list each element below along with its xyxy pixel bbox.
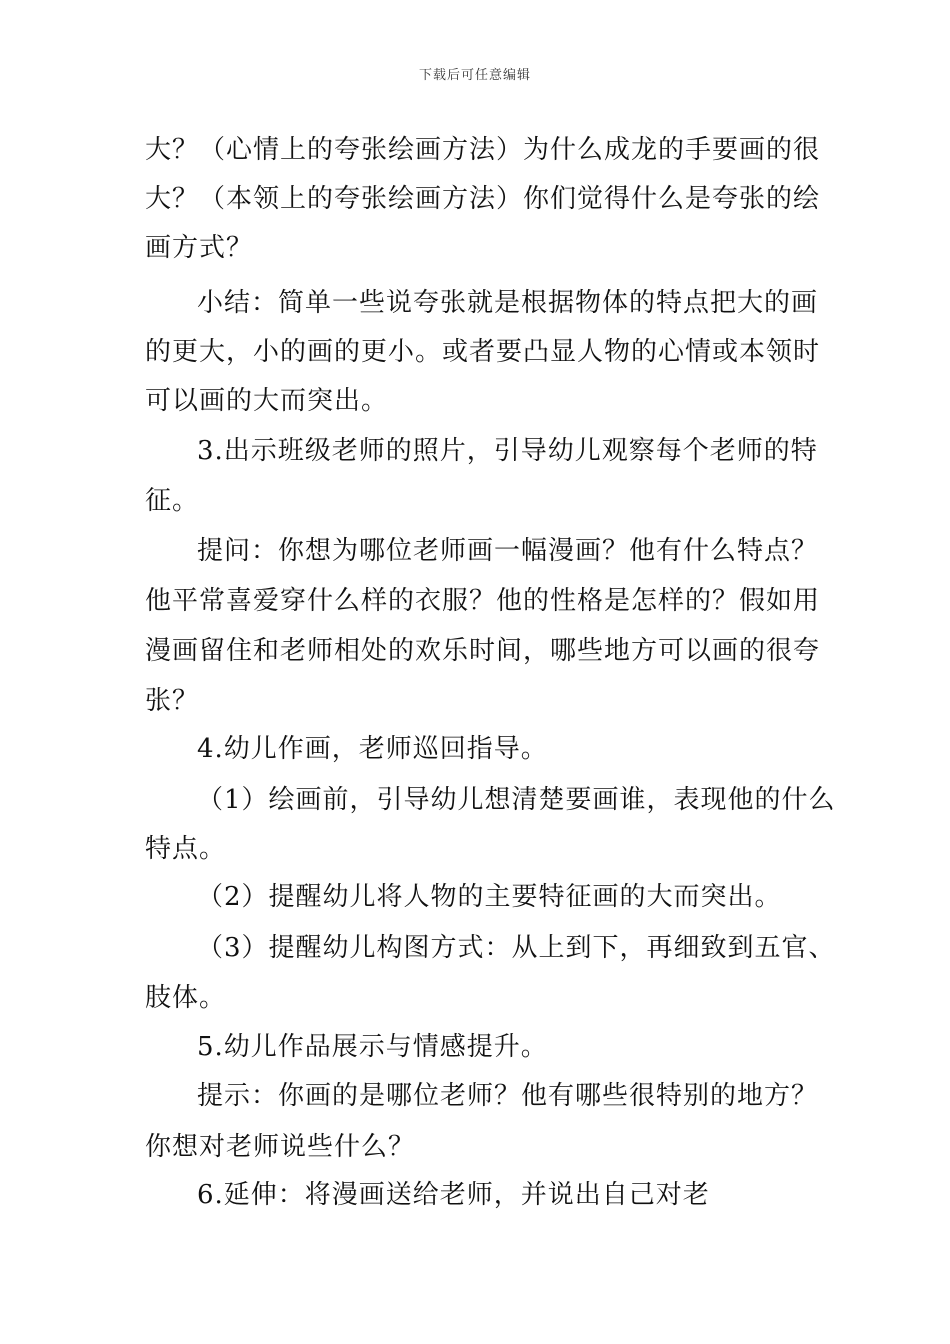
text-line: 他平常喜爱穿什么样的衣服？他的性格是怎样的？假如用 xyxy=(145,586,821,616)
text-line: 画方式？ xyxy=(145,233,254,263)
text-line: （3）提醒幼儿构图方式：从上到下，再细致到五官、 xyxy=(197,933,836,963)
text-line: 提问：你想为哪位老师画一幅漫画？他有什么特点？ xyxy=(197,536,819,566)
text-line: 张？ xyxy=(145,686,200,716)
text-line: 可以画的大而突出。 xyxy=(145,386,389,416)
text-line: 6.延伸：将漫画送给老师，并说出自己对老 xyxy=(197,1180,710,1210)
text-line: 征。 xyxy=(145,486,200,516)
text-line: 大？（本领上的夸张绘画方法）你们觉得什么是夸张的绘 xyxy=(145,184,821,214)
text-line: （2）提醒幼儿将人物的主要特征画的大而突出。 xyxy=(197,882,782,912)
text-line: 3.出示班级老师的照片，引导幼儿观察每个老师的特 xyxy=(197,436,818,466)
text-line: 漫画留住和老师相处的欢乐时间，哪些地方可以画的很夸 xyxy=(145,636,821,666)
text-line: 大？（心情上的夸张绘画方法）为什么成龙的手要画的很 xyxy=(145,135,821,165)
text-line: 特点。 xyxy=(145,834,227,864)
text-line: 4.幼儿作画，老师巡回指导。 xyxy=(197,734,548,764)
text-line: 5.幼儿作品展示与情感提升。 xyxy=(197,1032,548,1062)
page-header: 下载后可任意编辑 xyxy=(418,68,531,83)
text-line: 的更大，小的画的更小。或者要凸显人物的心情或本领时 xyxy=(145,337,821,367)
text-line: 你想对老师说些什么？ xyxy=(145,1132,416,1162)
text-line: 肢体。 xyxy=(145,983,227,1013)
text-line: 小结：简单一些说夸张就是根据物体的特点把大的画 xyxy=(197,288,819,318)
text-line: 提示：你画的是哪位老师？他有哪些很特别的地方？ xyxy=(197,1081,819,1111)
text-line: （1）绘画前，引导幼儿想清楚要画谁，表现他的什么 xyxy=(197,785,836,815)
